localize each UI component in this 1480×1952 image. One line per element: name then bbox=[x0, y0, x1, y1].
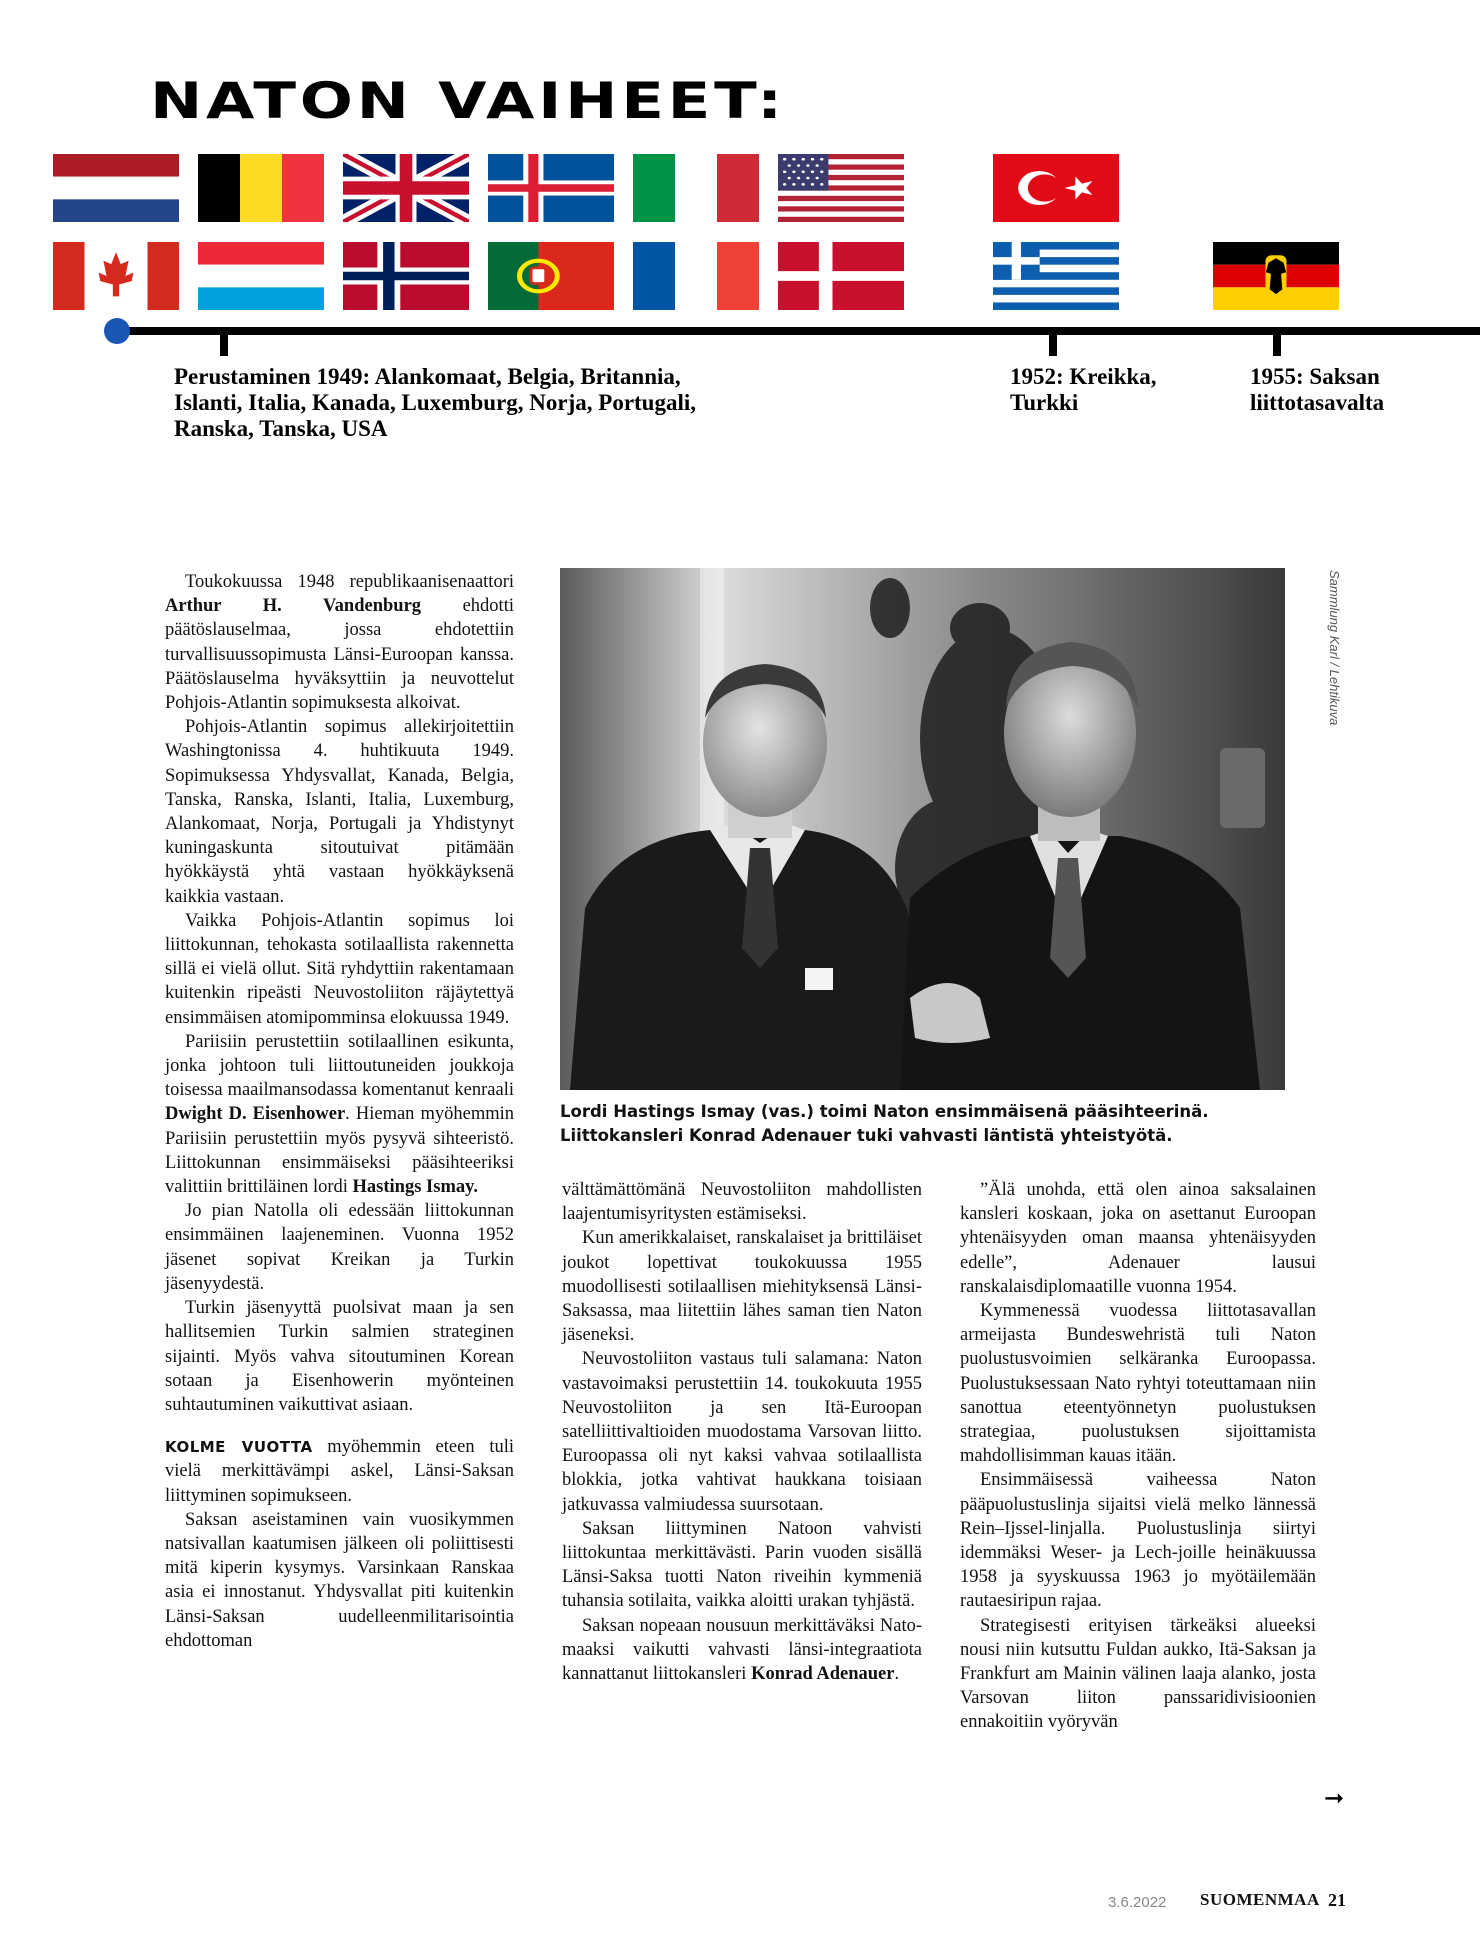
flag-italy bbox=[633, 154, 759, 222]
paragraph: Pohjois-Atlantin sopimus allekirjoitettiin Washingtonissa 4. huhtikuuta 1949. Sopimuksessa Yhdysvallat, Kanada, Belgia, Tanska, Ranska, Islanti, Italia, Luxemburg, Alankomaat, Norja, Portugali ja Yhdistynyt kuningaskunta sitoutuivat pitämään hyökkäystä yhtä vastaan hyökkäyksenä kaikkia vastaan. bbox=[165, 717, 514, 907]
flag-germany bbox=[1213, 242, 1339, 310]
paragraph: KOLME VUOTTA myöhemmin eteen tuli vielä merkittävämpi askel, Länsi-Saksan liittyminen sopimukseen. bbox=[165, 1437, 514, 1506]
timeline-label-1949: Perustaminen 1949: Alankomaat, Belgia, Britannia, Islanti, Italia, Kanada, Luxemburg, Norja, Portugali, Ranska, Tanska, USA bbox=[174, 364, 697, 441]
paragraph: Saksan aseistaminen vain vuosikymmen natsivallan kaatumisen jälkeen oli poliittisesti mitä kiperin kysymys. Varsinkaan Ranskaa asia ei innostanut. Yhdysvallat piti kuitenkin Länsi-Saksan uudelleenmilitarisointia ehdottoman bbox=[165, 1509, 514, 1651]
article-column-3 bbox=[960, 1178, 1316, 1735]
paragraph: Pariisiin perustettiin sotilaallinen esikunta, jonka johtoon tuli liittoutuneiden joukkoja toisessa maailmansodassa komentanut kenraali Dwight D. Eisenhower. Hieman myöhemmin Pariisiin perustettiin myös pysyvä sihteeristö. Liittokunnan ensimmäiseksi pääsihteeriksi valittiin brittiläinen lordi Hastings Ismay. bbox=[165, 1031, 514, 1198]
section-kicker: KOLME VUOTTA bbox=[165, 1438, 313, 1457]
timeline-label-1955: 1955: Saksan liittotasavalta bbox=[1250, 364, 1385, 415]
paragraph: Strategisesti erityisen tärkeäksi alueeksi nousi niin kutsuttu Fuldan aukko, Itä-Saksan ja Frankfurt am Mainin välinen laaja alanko, josta Varsovan liiton panssaridivisioonien ennakoitiin vyöryvän bbox=[960, 1615, 1316, 1733]
magazine-name: SUOMENMAA bbox=[1200, 1890, 1320, 1909]
timeline-label-1952: 1952: Kreikka, Turkki bbox=[1010, 364, 1157, 415]
paragraph: Kun amerikkalaiset, ranskalaiset ja brittiläiset joukot lopettivat toukokuussa 1955 muodollisesti sotilaallisen miehityksensä Länsi-Saksassa, maa liitettiin lähes saman tien Naton jäseneksi. bbox=[562, 1228, 922, 1346]
paragraph: Saksan nopeaan nousuun merkittäväksi Nato-maaksi vaikutti vahvasti länsi-integraatiota kannattanut liittokansleri Konrad Adenauer. bbox=[562, 1615, 922, 1685]
timeline-tick-1949 bbox=[220, 330, 228, 356]
timeline-tick-1955 bbox=[1273, 330, 1281, 356]
photo-caption: Lordi Hastings Ismay (vas.) toimi Naton ensimmäisenä pääsihteerinä. Liittokansleri Konrad Adenauer tuki vahvasti läntistä yhteistyötä. bbox=[560, 1102, 1209, 1145]
page-number: 21 bbox=[1328, 1890, 1346, 1910]
continue-arrow-icon: ➞ bbox=[1324, 1784, 1345, 1812]
photo-credit: Sammlung Karl / Lehtikuva bbox=[1327, 570, 1342, 726]
flag-greece bbox=[993, 242, 1119, 310]
article-photo bbox=[560, 568, 1285, 1090]
flag-denmark bbox=[778, 242, 904, 310]
flag-usa bbox=[778, 154, 904, 222]
paragraph: Toukokuussa 1948 republikaanisenaattori Arthur H. Vandenburg ehdotti päätöslauselmaa, jossa ehdotettiin turvallisuussopimusta Länsi-Euroopan kanssa. Päätöslauselma hyväksyttiin ja neuvottelut Pohjois-Atlantin sopimuksesta alkoivat. bbox=[165, 572, 514, 714]
paragraph: välttämättömänä Neuvostoliiton mahdollisten laajentumisyritysten estämiseksi. bbox=[562, 1180, 922, 1225]
flag-netherlands bbox=[53, 154, 179, 222]
flag-belgium bbox=[198, 154, 324, 222]
timeline-start-dot bbox=[104, 318, 130, 344]
flag-france bbox=[633, 242, 759, 310]
paragraph: Neuvostoliiton vastaus tuli salamana: Naton vastavoimaksi perustettiin 14. toukokuuta 1955 Neuvostoliiton ja sen Itä-Euroopan satelliittivaltioiden muodostama Varsovan liitto. Euroopassa oli nyt kaksi vahvaa sotilaallista blokkia, jotka vahtivat haukkana toisiaan jatkuvassa valmiudessa suursotaan. bbox=[562, 1349, 922, 1515]
issue-date: 3.6.2022 bbox=[1108, 1894, 1167, 1911]
paragraph: Jo pian Natolla oli edessään liittokunnan ensimmäinen laajeneminen. Vuonna 1952 jäsenet sopivat Kreikan ja Turkin jäsenyydestä. bbox=[165, 1201, 514, 1294]
flag-canada bbox=[53, 242, 179, 310]
paragraph: ”Älä unohda, että olen ainoa saksalainen kansleri koskaan, joka on asettanut Euroopan yhtenäisyyden oman maansa yhtenäisyyden edelle”, Adenauer lausui ranskalaisdiplomaatille vuonna 1954. bbox=[960, 1180, 1316, 1297]
flag-iceland bbox=[488, 154, 614, 222]
paragraph: Turkin jäsenyyttä puolsivat maan ja sen hallitsemien Turkin salmien strateginen sijainti. Myös vahva sitoutuminen Korean sotaan ja Eisenhowerin myönteinen suhtautuminen vaikuttivat asiaan. bbox=[165, 1298, 514, 1415]
page-title: NATON VAIHEET: bbox=[150, 72, 786, 130]
flag-luxembourg bbox=[198, 242, 324, 310]
flag-turkey bbox=[993, 154, 1119, 222]
flag-portugal bbox=[488, 242, 614, 310]
paragraph: Kymmenessä vuodessa liittotasavallan armeijasta Bundeswehristä tuli Naton puolustusvoimien selkäranka Euroopassa. Puolustuksessaan Nato ryhtyi toteuttamaan niin sanottua eteentyönnetyn puolustuksen strategiaa, puolustuksen sijoittamista mahdollisimman kauas itään. bbox=[960, 1301, 1316, 1467]
paragraph: Ensimmäisessä vaiheessa Naton pääpuolustuslinja sijaitsi vielä melko lännessä Rein–Ijssel-linjalla. Puolustuslinja siirtyi idemmäksi Weser- ja Lech-joille heinäkuussa 1958 ja syyskuussa 1963 jo myötäilemään rautaesiripun rajaa. bbox=[960, 1470, 1316, 1612]
paragraph: Saksan liittyminen Natoon vahvisti liittokuntaa merkittävästi. Parin vuoden sisällä Länsi-Saksa tuotti Naton riveihin kymmeniä tuhansia sotilaita, vaikka aloitti urakan tyhjästä. bbox=[562, 1518, 922, 1612]
paragraph: Vaikka Pohjois-Atlantin sopimus loi liittokunnan, tehokasta sotilaallista rakennetta sillä ei vielä ollut. Sitä ryhdyttiin rakentamaan kuitenkin ripeästi Neuvostoliiton räjäytettyä ensimmäisen atomipomminsa elokuussa 1949. bbox=[165, 910, 514, 1028]
article-column-2 bbox=[562, 1178, 922, 1686]
flag-united-kingdom bbox=[343, 154, 469, 222]
timeline-tick-1952 bbox=[1049, 330, 1057, 356]
article-column-1 bbox=[165, 570, 514, 1653]
flag-norway bbox=[343, 242, 469, 310]
